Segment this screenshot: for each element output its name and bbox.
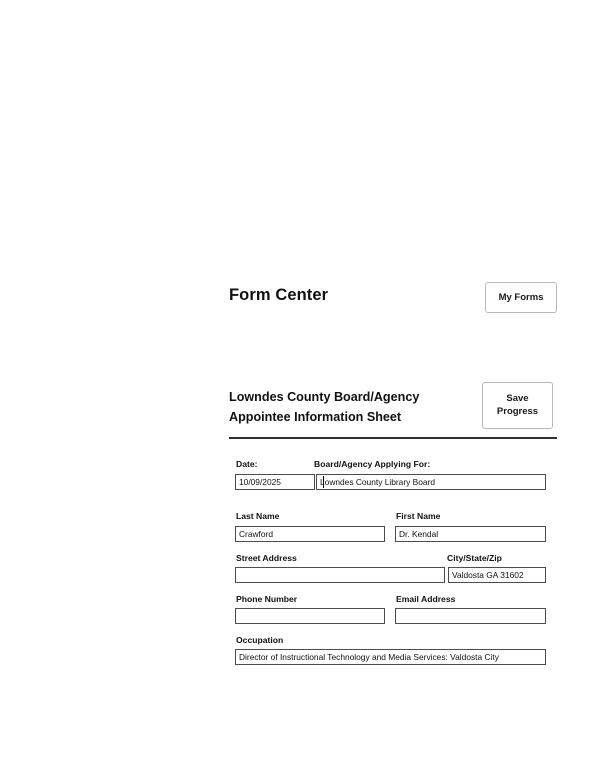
board-agency-input[interactable] bbox=[316, 474, 546, 490]
city-state-zip-input[interactable] bbox=[448, 567, 546, 583]
street-address-input[interactable] bbox=[235, 567, 445, 583]
first-name-label: First Name bbox=[396, 511, 441, 521]
street-address-label: Street Address bbox=[236, 553, 297, 563]
save-progress-label-line2: Progress bbox=[496, 405, 539, 417]
first-name-input[interactable] bbox=[395, 526, 546, 542]
save-progress-label-line1: Save bbox=[506, 392, 529, 404]
my-forms-button[interactable]: My Forms bbox=[485, 282, 557, 313]
date-label: Date: bbox=[236, 459, 258, 469]
form-center-header bbox=[229, 282, 557, 318]
occupation-input[interactable] bbox=[235, 649, 546, 665]
phone-number-label: Phone Number bbox=[236, 594, 298, 604]
email-address-label: Email Address bbox=[396, 594, 456, 604]
last-name-label: Last Name bbox=[236, 511, 280, 521]
title-divider bbox=[229, 437, 557, 439]
page-title: Form Center bbox=[229, 286, 329, 304]
date-input[interactable] bbox=[235, 474, 315, 490]
city-state-zip-label: City/State/Zip bbox=[447, 553, 502, 563]
save-progress-button[interactable] bbox=[482, 382, 553, 429]
form-title: Lowndes County Board/Agency Appointee Information Sheet bbox=[229, 390, 420, 424]
board-agency-label: Board/Agency Applying For: bbox=[314, 459, 431, 469]
last-name-input[interactable] bbox=[235, 526, 385, 542]
text-caret bbox=[323, 476, 324, 488]
phone-number-input[interactable] bbox=[235, 608, 385, 624]
email-address-input[interactable] bbox=[395, 608, 546, 624]
occupation-label: Occupation bbox=[236, 635, 284, 645]
